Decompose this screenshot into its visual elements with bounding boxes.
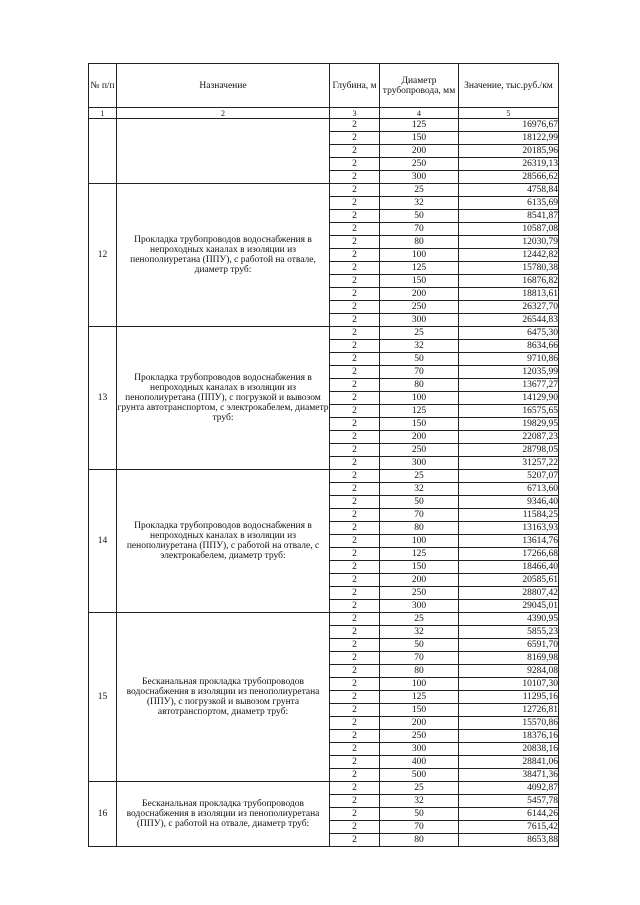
depth-cell: 2	[330, 275, 380, 288]
header-row	[89, 64, 559, 108]
diameter-cell: 200	[380, 145, 459, 158]
document-page	[88, 63, 559, 847]
diameter-cell: 80	[380, 379, 459, 392]
depth-cell: 2	[330, 327, 380, 340]
item-description: Прокладка трубопроводов водоснабжения в непроходных каналах в изоляции из пенополиуретана (ППУ), с работой на отвале, с электрокабелем, диаметр труб:	[117, 470, 330, 613]
diameter-cell: 80	[380, 522, 459, 535]
value-cell: 22087,23	[459, 431, 559, 444]
value-cell: 15570,86	[459, 717, 559, 730]
diameter-cell: 125	[380, 119, 459, 132]
item-description: Бесканальная прокладка трубопроводов водоснабжения в изоляции из пенополиуретана (ППУ), с погрузкой и вывозом грунта автотранспортом, диаметр труб:	[117, 613, 330, 782]
value-cell: 12442,82	[459, 249, 559, 262]
diameter-cell: 300	[380, 314, 459, 327]
depth-cell: 2	[330, 574, 380, 587]
value-cell: 26327,70	[459, 301, 559, 314]
value-cell: 4390,95	[459, 613, 559, 626]
diameter-cell: 250	[380, 444, 459, 457]
diameter-cell: 250	[380, 730, 459, 743]
item-description: Бесканальная прокладка трубопроводов водоснабжения в изоляции из пенополиуретана (ППУ), с работой на отвале, диаметр труб:	[117, 782, 330, 847]
diameter-cell: 50	[380, 808, 459, 821]
diameter-cell: 70	[380, 509, 459, 522]
column-number: 1	[89, 108, 117, 119]
value-cell: 13614,76	[459, 535, 559, 548]
depth-cell: 2	[330, 158, 380, 171]
value-cell: 18122,99	[459, 132, 559, 145]
depth-cell: 2	[330, 197, 380, 210]
diameter-cell: 125	[380, 691, 459, 704]
diameter-cell: 400	[380, 756, 459, 769]
diameter-cell: 125	[380, 262, 459, 275]
diameter-cell: 100	[380, 678, 459, 691]
depth-cell: 2	[330, 756, 380, 769]
depth-cell: 2	[330, 418, 380, 431]
depth-cell: 2	[330, 262, 380, 275]
depth-cell: 2	[330, 535, 380, 548]
value-cell: 29045,01	[459, 600, 559, 613]
value-cell: 28798,05	[459, 444, 559, 457]
value-cell: 14129,90	[459, 392, 559, 405]
value-cell: 16976,67	[459, 119, 559, 132]
diameter-cell: 32	[380, 340, 459, 353]
depth-cell: 2	[330, 392, 380, 405]
diameter-cell: 100	[380, 535, 459, 548]
depth-cell: 2	[330, 808, 380, 821]
depth-cell: 2	[330, 444, 380, 457]
value-cell: 8541,87	[459, 210, 559, 223]
diameter-cell: 50	[380, 496, 459, 509]
depth-cell: 2	[330, 678, 380, 691]
value-cell: 16876,82	[459, 275, 559, 288]
depth-cell: 2	[330, 704, 380, 717]
diameter-cell: 80	[380, 834, 459, 847]
value-cell: 18376,16	[459, 730, 559, 743]
diameter-cell: 200	[380, 288, 459, 301]
depth-cell: 2	[330, 301, 380, 314]
item-description: Прокладка трубопроводов водоснабжения в непроходных каналах в изоляции из пенополиуретана (ППУ), с работой на отвале, диаметр труб:	[117, 184, 330, 327]
header-value: Значение, тыс.руб./км	[459, 64, 559, 108]
diameter-cell: 200	[380, 717, 459, 730]
diameter-cell: 100	[380, 249, 459, 262]
column-number: 2	[117, 108, 330, 119]
depth-cell: 2	[330, 795, 380, 808]
value-cell: 16575,65	[459, 405, 559, 418]
diameter-cell: 150	[380, 418, 459, 431]
diameter-cell: 32	[380, 795, 459, 808]
value-cell: 8169,98	[459, 652, 559, 665]
item-number: 14	[89, 470, 117, 613]
value-cell: 6144,26	[459, 808, 559, 821]
depth-cell: 2	[330, 639, 380, 652]
item-number	[89, 119, 117, 184]
value-cell: 8634,66	[459, 340, 559, 353]
diameter-cell: 150	[380, 132, 459, 145]
value-cell: 28807,42	[459, 587, 559, 600]
value-cell: 5855,23	[459, 626, 559, 639]
item-description: Прокладка трубопроводов водоснабжения в непроходных каналах в изоляции из пенополиуретана (ППУ), с погрузкой и вывозом грунта автотранспортом, с электрокабелем, диаметр труб:	[117, 327, 330, 470]
depth-cell: 2	[330, 522, 380, 535]
diameter-cell: 25	[380, 613, 459, 626]
value-cell: 18466,40	[459, 561, 559, 574]
depth-cell: 2	[330, 119, 380, 132]
value-cell: 6475,30	[459, 327, 559, 340]
value-cell: 11295,16	[459, 691, 559, 704]
diameter-cell: 250	[380, 158, 459, 171]
diameter-cell: 50	[380, 353, 459, 366]
depth-cell: 2	[330, 496, 380, 509]
value-cell: 12726,81	[459, 704, 559, 717]
value-cell: 6713,60	[459, 483, 559, 496]
diameter-cell: 25	[380, 470, 459, 483]
diameter-cell: 50	[380, 639, 459, 652]
item-number: 12	[89, 184, 117, 327]
diameter-cell: 125	[380, 405, 459, 418]
depth-cell: 2	[330, 782, 380, 795]
column-number: 3	[330, 108, 380, 119]
table-row	[89, 613, 559, 626]
table-row	[89, 327, 559, 340]
depth-cell: 2	[330, 743, 380, 756]
diameter-cell: 150	[380, 561, 459, 574]
value-cell: 13677,27	[459, 379, 559, 392]
depth-cell: 2	[330, 470, 380, 483]
table-row	[89, 184, 559, 197]
value-cell: 20838,16	[459, 743, 559, 756]
value-cell: 38471,36	[459, 769, 559, 782]
depth-cell: 2	[330, 145, 380, 158]
depth-cell: 2	[330, 379, 380, 392]
value-cell: 10107,30	[459, 678, 559, 691]
depth-cell: 2	[330, 249, 380, 262]
value-cell: 8653,88	[459, 834, 559, 847]
value-cell: 9346,40	[459, 496, 559, 509]
value-cell: 28566,62	[459, 171, 559, 184]
item-number: 15	[89, 613, 117, 782]
diameter-cell: 80	[380, 665, 459, 678]
depth-cell: 2	[330, 457, 380, 470]
header-name: Назначение	[117, 64, 330, 108]
diameter-cell: 125	[380, 548, 459, 561]
value-cell: 17266,68	[459, 548, 559, 561]
value-cell: 4092,87	[459, 782, 559, 795]
column-number-row	[89, 108, 559, 119]
diameter-cell: 25	[380, 782, 459, 795]
item-number: 13	[89, 327, 117, 470]
table-row	[89, 470, 559, 483]
value-cell: 26319,13	[459, 158, 559, 171]
header-num: № п/п	[89, 64, 117, 108]
depth-cell: 2	[330, 587, 380, 600]
diameter-cell: 70	[380, 366, 459, 379]
depth-cell: 2	[330, 561, 380, 574]
depth-cell: 2	[330, 730, 380, 743]
depth-cell: 2	[330, 223, 380, 236]
diameter-cell: 100	[380, 392, 459, 405]
diameter-cell: 300	[380, 743, 459, 756]
value-cell: 28841,06	[459, 756, 559, 769]
depth-cell: 2	[330, 626, 380, 639]
diameter-cell: 32	[380, 197, 459, 210]
diameter-cell: 300	[380, 600, 459, 613]
depth-cell: 2	[330, 171, 380, 184]
header-depth: Глубина, м	[330, 64, 380, 108]
value-cell: 12030,79	[459, 236, 559, 249]
value-cell: 19829,95	[459, 418, 559, 431]
depth-cell: 2	[330, 184, 380, 197]
value-cell: 20185,96	[459, 145, 559, 158]
depth-cell: 2	[330, 717, 380, 730]
value-cell: 15780,38	[459, 262, 559, 275]
value-cell: 4758,84	[459, 184, 559, 197]
depth-cell: 2	[330, 821, 380, 834]
diameter-cell: 200	[380, 574, 459, 587]
value-cell: 12035,99	[459, 366, 559, 379]
diameter-cell: 50	[380, 210, 459, 223]
diameter-cell: 32	[380, 483, 459, 496]
depth-cell: 2	[330, 405, 380, 418]
diameter-cell: 200	[380, 431, 459, 444]
diameter-cell: 300	[380, 171, 459, 184]
depth-cell: 2	[330, 665, 380, 678]
diameter-cell: 80	[380, 236, 459, 249]
value-cell: 5457,78	[459, 795, 559, 808]
diameter-cell: 500	[380, 769, 459, 782]
depth-cell: 2	[330, 509, 380, 522]
value-cell: 9284,08	[459, 665, 559, 678]
depth-cell: 2	[330, 834, 380, 847]
diameter-cell: 150	[380, 275, 459, 288]
depth-cell: 2	[330, 340, 380, 353]
table-row	[89, 119, 559, 132]
depth-cell: 2	[330, 613, 380, 626]
depth-cell: 2	[330, 691, 380, 704]
depth-cell: 2	[330, 431, 380, 444]
diameter-cell: 300	[380, 457, 459, 470]
depth-cell: 2	[330, 600, 380, 613]
depth-cell: 2	[330, 132, 380, 145]
depth-cell: 2	[330, 548, 380, 561]
depth-cell: 2	[330, 366, 380, 379]
value-cell: 20585,61	[459, 574, 559, 587]
item-description	[117, 119, 330, 184]
column-number: 4	[380, 108, 459, 119]
item-number: 16	[89, 782, 117, 847]
value-cell: 18813,61	[459, 288, 559, 301]
price-table	[88, 63, 559, 847]
depth-cell: 2	[330, 210, 380, 223]
depth-cell: 2	[330, 314, 380, 327]
diameter-cell: 25	[380, 184, 459, 197]
diameter-cell: 250	[380, 587, 459, 600]
depth-cell: 2	[330, 288, 380, 301]
value-cell: 31257,22	[459, 457, 559, 470]
depth-cell: 2	[330, 353, 380, 366]
diameter-cell: 70	[380, 223, 459, 236]
diameter-cell: 70	[380, 821, 459, 834]
value-cell: 10587,08	[459, 223, 559, 236]
value-cell: 11584,25	[459, 509, 559, 522]
header-diameter: Диаметр трубопровода, мм	[380, 64, 459, 108]
value-cell: 5207,07	[459, 470, 559, 483]
diameter-cell: 250	[380, 301, 459, 314]
depth-cell: 2	[330, 769, 380, 782]
depth-cell: 2	[330, 483, 380, 496]
value-cell: 7615,42	[459, 821, 559, 834]
value-cell: 6591,70	[459, 639, 559, 652]
value-cell: 9710,86	[459, 353, 559, 366]
table-row	[89, 782, 559, 795]
diameter-cell: 32	[380, 626, 459, 639]
column-number: 5	[459, 108, 559, 119]
depth-cell: 2	[330, 652, 380, 665]
value-cell: 6135,69	[459, 197, 559, 210]
value-cell: 13163,93	[459, 522, 559, 535]
diameter-cell: 70	[380, 652, 459, 665]
value-cell: 26544,83	[459, 314, 559, 327]
diameter-cell: 150	[380, 704, 459, 717]
diameter-cell: 25	[380, 327, 459, 340]
depth-cell: 2	[330, 236, 380, 249]
